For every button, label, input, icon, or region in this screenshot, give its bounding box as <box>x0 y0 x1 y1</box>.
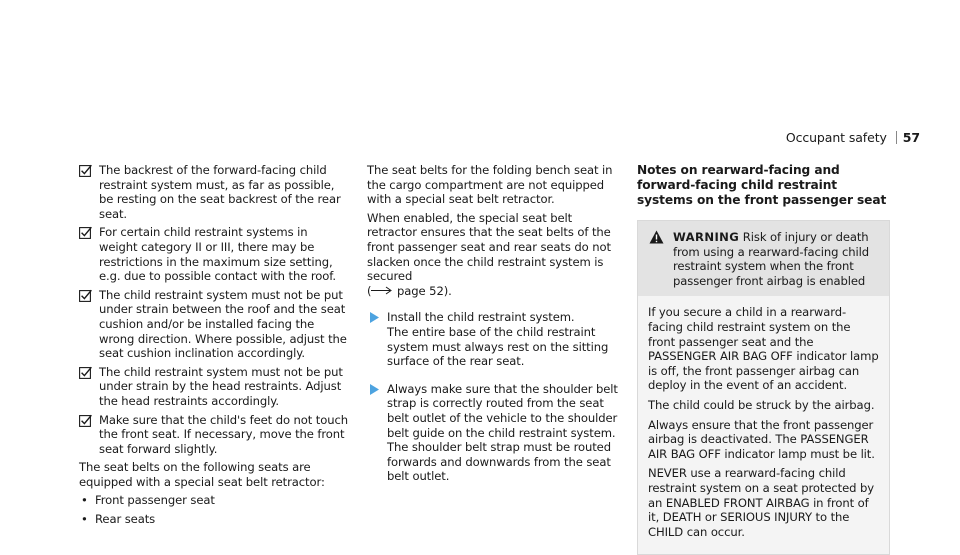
column-left <box>79 163 349 531</box>
checklist-text: The child restraint system must not be put under strain between the roof and the seat cushion and/or be installed facing the wrong direction. Where possible, adjust the seat cushion inclination accordingly. <box>99 287 347 361</box>
warning-triangle-icon <box>649 230 664 244</box>
steps-list <box>367 310 621 484</box>
page-number: 57 <box>902 130 920 145</box>
seats-list <box>79 493 349 526</box>
checklist-item <box>79 163 349 221</box>
warning-paragraph: The child could be struck by the airbag. <box>648 397 875 412</box>
column-right <box>637 163 890 555</box>
notes-heading: Notes on rearward-facing and forward-facing child restraint systems on the front passenger seat <box>637 163 887 207</box>
checklist-item <box>79 365 349 409</box>
seats-intro: The seat belts on the following seats are equipped with a special seat belt retractor: <box>79 460 325 489</box>
checklist-item <box>79 288 349 361</box>
checkbox-check-icon <box>79 414 92 427</box>
checklist-text: The backrest of the forward-facing child restraint system must, as far as possible, be resting on the seat backrest of the rear seat. <box>99 163 341 221</box>
checklist-text: Make sure that the child's feet do not touch the front seat. If necessary, move the front seat forward slightly. <box>99 412 349 456</box>
warning-summary: Risk of injury or death from using a rearward-facing child restraint system when the front passenger front airbag is enabled <box>673 230 869 288</box>
folding-bench-paragraph: The seat belts for the folding bench seat in the cargo compartment are not equipped with a special seat belt retractor. <box>367 163 613 207</box>
checkbox-check-icon <box>79 164 92 177</box>
step-text: The entire base of the child restraint system must always rest on the sitting surface of the rear seat. <box>387 324 609 369</box>
step-arrow-icon <box>370 384 379 395</box>
instruction-step <box>367 382 621 484</box>
warning-paragraph: If you secure a child in a rearward-facing child restraint system on the front passenger seat and the PASSENGER AIR BAG OFF indicator lamp is off, the front passenger airbag can deploy in the event of an accident. <box>648 305 879 393</box>
list-item: • Rear seats <box>79 512 349 527</box>
checklist-item <box>79 225 349 283</box>
running-header <box>786 131 920 146</box>
section-title: Occupant safety <box>785 130 887 145</box>
checkbox-check-icon <box>79 226 92 239</box>
warning-box <box>637 220 890 555</box>
warning-paragraph: Always ensure that the front passenger airbag is deactivated. The PASSENGER AIR BAG OFF indicator lamp must be lit. <box>648 417 875 461</box>
checklist-text: For certain child restraint systems in weight category II or III, there may be restrictions in the maximum size setting, e.g. due to possible contact with the roof. <box>99 225 336 284</box>
warning-header <box>638 221 889 296</box>
warning-label: WARNING <box>673 230 740 244</box>
warning-paragraph: NEVER use a rearward-facing child restraint system on a seat protected by an ENABLED FRONT AIRBAG in front of it, DEATH or SERIOUS INJURY to the CHILD can occur. <box>648 466 874 539</box>
step-title: Install the child restraint system. <box>387 310 575 325</box>
step-text: The shoulder belt strap must be routed forwards and downwards from the seat belt outlet. <box>387 440 611 484</box>
warning-body <box>638 296 889 554</box>
instruction-step <box>367 310 621 368</box>
column-middle <box>367 163 621 497</box>
retractor-text: When enabled, the special seat belt retractor ensures that the seat belts of the front passenger seat and rear seats do not slacken once the child restraint system is secured <box>367 210 611 284</box>
checklist-text: The child restraint system must not be put under strain by the head restraints. Adjust the head restraints accordingly. <box>99 364 343 408</box>
page-reference-arrow-icon <box>371 286 393 295</box>
page-reference-link[interactable]: page 52). <box>397 283 452 298</box>
header-divider <box>896 131 897 144</box>
step-title: Always make sure that the shoulder belt strap is correctly routed from the seat belt outlet of the vehicle to the shoulder belt guide on the child restraint system. <box>387 381 618 440</box>
checklist <box>79 163 349 456</box>
checklist-item <box>79 413 349 457</box>
checkbox-check-icon <box>79 289 92 302</box>
step-arrow-icon <box>370 312 379 323</box>
list-item: • Front passenger seat <box>79 493 349 508</box>
retractor-paragraph: When enabled, the special seat belt retractor ensures that the seat belts of the front passenger seat and rear seats do not slacken once the child restraint system is secured ( page 52). <box>367 210 611 298</box>
checkbox-check-icon <box>79 366 92 379</box>
